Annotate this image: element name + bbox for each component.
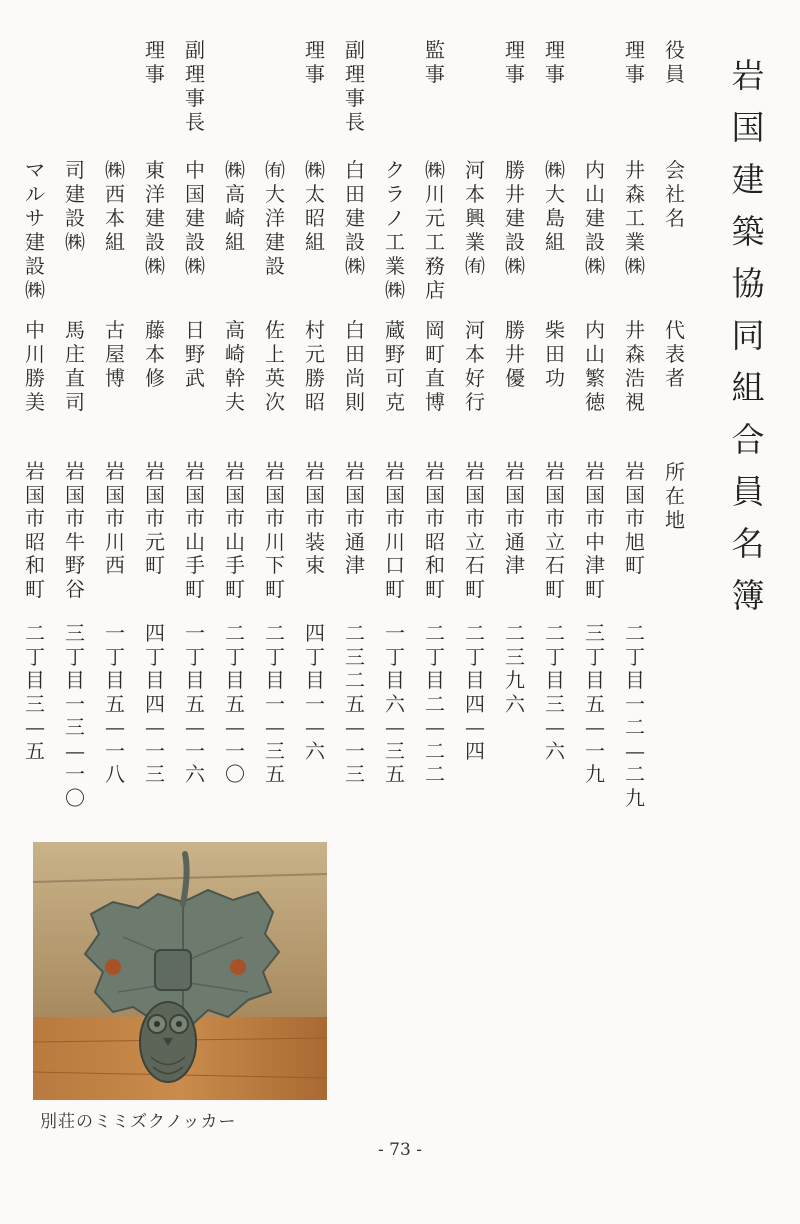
member-representative: 勝井優: [505, 318, 525, 390]
representative-header: 代表者: [665, 318, 685, 390]
member-representative: 村元勝昭: [305, 318, 325, 414]
member-address-number: 二丁目 一—三五: [265, 621, 285, 786]
member-address: 岩国市昭和町: [25, 459, 45, 601]
page-number: - 73 -: [378, 1140, 422, 1160]
member-address: 岩国市立石町: [545, 459, 565, 601]
member-representative: 白田尚則: [345, 318, 365, 414]
member-company: 白田建設㈱: [345, 158, 365, 278]
member-role: 副理事長: [345, 38, 365, 134]
member-role: 理事: [305, 38, 325, 86]
member-representative: 佐上英次: [265, 318, 285, 414]
member-address-number: 二三九六: [505, 621, 525, 716]
member-company: 中国建設㈱: [185, 158, 205, 278]
member-company: 河本興業㈲: [465, 158, 485, 278]
member-address-number: 一丁目 五—一六: [185, 621, 205, 786]
member-role: 副理事長: [185, 38, 205, 134]
member-address-number: 二丁目 三— 五: [25, 621, 45, 763]
member-company: 司建設㈱: [65, 158, 85, 254]
member-address-number: 二丁目 二—二二: [425, 621, 445, 786]
member-representative: 日野武: [185, 318, 205, 390]
member-address: 岩国市牛野谷: [65, 459, 85, 601]
company-header: 会社名: [665, 158, 685, 230]
member-representative: 馬庄直司: [65, 318, 85, 414]
member-address: 岩国市川西: [105, 459, 125, 577]
role-header: 役員: [665, 38, 685, 86]
member-address: 岩国市山手町: [185, 459, 205, 601]
member-company: ㈱高崎組: [225, 158, 245, 254]
member-representative: 河本好行: [465, 318, 485, 414]
member-address: 岩国市元町: [145, 459, 165, 577]
member-role: 理事: [145, 38, 165, 86]
member-address: 岩国市通津: [505, 459, 525, 577]
member-address-number: 二三二五—一三: [345, 621, 365, 786]
member-representative: 高崎幹夫: [225, 318, 245, 414]
member-company: 内山建設㈱: [585, 158, 605, 278]
photo-caption: 別荘のミミズクノッカー: [40, 1112, 237, 1132]
member-role: 理事: [505, 38, 525, 86]
member-company: 東洋建設㈱: [145, 158, 165, 278]
member-address: 岩国市山手町: [225, 459, 245, 601]
member-representative: 藤本修: [145, 318, 165, 390]
member-representative: 柴田功: [545, 318, 565, 390]
member-representative: 蔵野可克: [385, 318, 405, 414]
member-address-number: 四丁目 四—一三: [145, 621, 165, 786]
member-address-number: 四丁目 一— 六: [305, 621, 325, 763]
member-address-number: 一丁目 六—三五: [385, 621, 405, 786]
member-company: ㈱西本組: [105, 158, 125, 254]
member-role: 理事: [625, 38, 645, 86]
member-company: ㈱川元工務店: [425, 158, 445, 302]
member-address: 岩国市旭町: [625, 459, 645, 577]
member-address-number: 三丁目 五—一九: [585, 621, 605, 786]
knocker-photo: [33, 842, 327, 1100]
member-company: ㈲大洋建設: [265, 158, 285, 278]
member-company: クラノ工業㈱: [385, 158, 405, 302]
address-header: 所在地: [665, 460, 685, 532]
member-address-number: 三丁目一三—一〇: [65, 621, 85, 810]
member-address-number: 二丁目 三— 六: [545, 621, 565, 763]
member-address: 岩国市立石町: [465, 459, 485, 601]
member-company: ㈱大島組: [545, 158, 565, 254]
member-representative: 内山繁徳: [585, 318, 605, 414]
member-company: 勝井建設㈱: [505, 158, 525, 278]
member-address-number: 一丁目 五—一八: [105, 621, 125, 786]
member-representative: 岡町直博: [425, 318, 445, 414]
member-address-number: 二丁目一二—二九: [625, 621, 645, 810]
member-address: 岩国市通津: [345, 459, 365, 577]
member-representative: 古屋博: [105, 318, 125, 390]
member-company: 井森工業㈱: [625, 158, 645, 278]
member-role: 監事: [425, 38, 445, 86]
member-address-number: 二丁目 五—一〇: [225, 621, 245, 786]
member-address-number: 二丁目 四— 四: [465, 621, 485, 763]
member-address: 岩国市川口町: [385, 459, 405, 601]
member-company: ㈱太昭組: [305, 158, 325, 254]
member-address: 岩国市昭和町: [425, 459, 445, 601]
member-address: 岩国市装束: [305, 459, 325, 577]
member-representative: 中川勝美: [25, 318, 45, 414]
member-address: 岩国市中津町: [585, 459, 605, 601]
member-representative: 井森浩視: [625, 318, 645, 414]
member-address: 岩国市川下町: [265, 459, 285, 601]
member-company: マルサ建設㈱: [25, 158, 45, 302]
member-role: 理事: [545, 38, 565, 86]
page-title: 岩国建築協同組合員名簿: [731, 56, 765, 615]
